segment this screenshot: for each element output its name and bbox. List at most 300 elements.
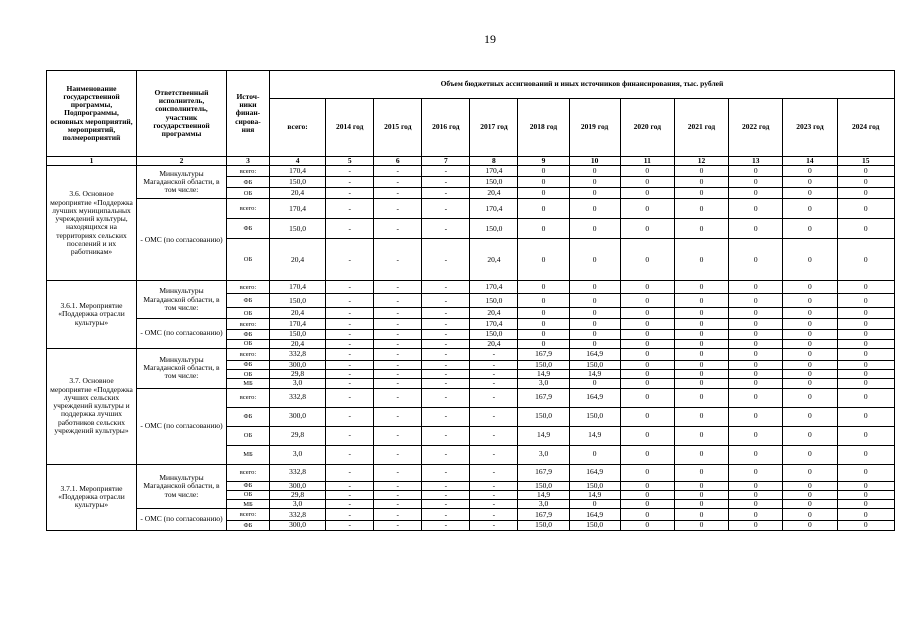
amount-cell: 170,4	[269, 281, 325, 294]
amount-cell: -	[422, 464, 470, 481]
amount-cell: 0	[569, 188, 620, 199]
amount-cell: -	[374, 464, 422, 481]
amount-cell: -	[374, 188, 422, 199]
table-row	[47, 166, 895, 177]
amount-cell: -	[470, 388, 518, 407]
funding-source: МБ	[227, 500, 270, 509]
executor: - ОМС (по согласованию)	[137, 388, 227, 464]
measure-name: 3.7. Основное мероприятие «Поддержка лучших сельских учреждений культуры и поддержка лучших работников сельских учреждений культуры»	[47, 348, 137, 464]
amount-cell: -	[470, 348, 518, 360]
column-number: 6	[374, 157, 422, 166]
amount-cell: 0	[674, 464, 728, 481]
amount-cell: 0	[518, 177, 569, 188]
amount-cell: 0	[674, 308, 728, 319]
amount-cell: 0	[620, 339, 674, 348]
amount-cell: 0	[518, 281, 569, 294]
amount-cell: -	[422, 239, 470, 281]
amount-cell: 332,8	[269, 509, 325, 521]
amount-cell: 0	[783, 490, 837, 499]
table-row	[47, 319, 895, 330]
amount-cell: 0	[620, 426, 674, 445]
amount-cell: 0	[569, 281, 620, 294]
column-number: 13	[729, 157, 783, 166]
amount-cell: 0	[674, 281, 728, 294]
amount-cell: -	[326, 388, 374, 407]
header-year: 2023 год	[783, 99, 837, 157]
amount-cell: -	[326, 281, 374, 294]
amount-cell: 150,0	[518, 360, 569, 369]
amount-cell: 164,9	[569, 464, 620, 481]
column-number: 10	[569, 157, 620, 166]
amount-cell: 0	[783, 281, 837, 294]
amount-cell: 0	[569, 500, 620, 509]
amount-cell: -	[326, 219, 374, 239]
amount-cell: 20,4	[470, 239, 518, 281]
amount-cell: -	[422, 360, 470, 369]
amount-cell: 0	[518, 294, 569, 308]
amount-cell: 0	[837, 339, 894, 348]
amount-cell: 14,9	[569, 370, 620, 379]
amount-cell: -	[422, 177, 470, 188]
amount-cell: 164,9	[569, 388, 620, 407]
amount-cell: 170,4	[470, 319, 518, 330]
amount-cell: 167,9	[518, 388, 569, 407]
amount-cell: 0	[837, 481, 894, 490]
funding-source: ОБ	[227, 426, 270, 445]
amount-cell: -	[326, 294, 374, 308]
amount-cell: 29,8	[269, 490, 325, 499]
amount-cell: 0	[783, 294, 837, 308]
amount-cell: 0	[620, 199, 674, 219]
amount-cell: 0	[620, 521, 674, 530]
amount-cell: -	[326, 188, 374, 199]
amount-cell: 150,0	[470, 219, 518, 239]
amount-cell: 0	[837, 330, 894, 339]
amount-cell: 0	[674, 521, 728, 530]
amount-cell: 0	[837, 239, 894, 281]
amount-cell: 0	[783, 360, 837, 369]
executor: - ОМС (по согласованию)	[137, 319, 227, 349]
amount-cell: -	[326, 308, 374, 319]
amount-cell: 0	[783, 166, 837, 177]
column-number: 3	[227, 157, 270, 166]
amount-cell: 0	[518, 330, 569, 339]
amount-cell: -	[326, 339, 374, 348]
amount-cell: 164,9	[569, 348, 620, 360]
amount-cell: 0	[569, 330, 620, 339]
amount-cell: 0	[674, 445, 728, 464]
amount-cell: 0	[674, 239, 728, 281]
amount-cell: 167,9	[518, 348, 569, 360]
amount-cell: 0	[674, 509, 728, 521]
funding-source: ОБ	[227, 490, 270, 499]
funding-source: ОБ	[227, 239, 270, 281]
header-year: 2021 год	[674, 99, 728, 157]
column-number: 5	[326, 157, 374, 166]
amount-cell: 150,0	[569, 481, 620, 490]
amount-cell: 0	[783, 199, 837, 219]
amount-cell: 0	[620, 509, 674, 521]
amount-cell: 0	[620, 464, 674, 481]
amount-cell: 170,4	[269, 319, 325, 330]
amount-cell: -	[374, 239, 422, 281]
amount-cell: 0	[674, 370, 728, 379]
amount-cell: -	[470, 509, 518, 521]
funding-source: всего:	[227, 509, 270, 521]
table-row	[47, 509, 895, 521]
amount-cell: 300,0	[269, 407, 325, 426]
header-year: 2022 год	[729, 99, 783, 157]
header-year: 2015 год	[374, 99, 422, 157]
amount-cell: -	[422, 490, 470, 499]
header-year: 2016 год	[422, 99, 470, 157]
amount-cell: 0	[729, 426, 783, 445]
amount-cell: 0	[620, 308, 674, 319]
amount-cell: 332,8	[269, 388, 325, 407]
amount-cell: -	[470, 426, 518, 445]
table-row	[47, 281, 895, 294]
amount-cell: 0	[783, 426, 837, 445]
table-row	[47, 348, 895, 360]
amount-cell: 150,0	[269, 177, 325, 188]
amount-cell: 0	[569, 199, 620, 219]
amount-cell: -	[422, 166, 470, 177]
amount-cell: -	[470, 379, 518, 388]
amount-cell: 0	[620, 370, 674, 379]
amount-cell: -	[422, 339, 470, 348]
measure-name: 3.6. Основное мероприятие «Поддержка лучших муниципальных учреждений культуры, находящихся на территориях сельских поселений и их работникам»	[47, 166, 137, 281]
amount-cell: -	[422, 348, 470, 360]
amount-cell: 29,8	[269, 426, 325, 445]
amount-cell: 0	[783, 407, 837, 426]
amount-cell: 0	[729, 239, 783, 281]
column-number: 4	[269, 157, 325, 166]
amount-cell: 150,0	[269, 330, 325, 339]
amount-cell: 0	[783, 239, 837, 281]
amount-cell: -	[422, 199, 470, 219]
amount-cell: -	[422, 426, 470, 445]
amount-cell: -	[326, 319, 374, 330]
amount-cell: 0	[783, 177, 837, 188]
funding-source: ОБ	[227, 339, 270, 348]
amount-cell: -	[326, 360, 374, 369]
amount-cell: -	[374, 166, 422, 177]
amount-cell: 0	[837, 281, 894, 294]
amount-cell: 0	[783, 481, 837, 490]
amount-cell: 0	[518, 219, 569, 239]
amount-cell: -	[326, 348, 374, 360]
funding-source: ФБ	[227, 294, 270, 308]
amount-cell: 0	[783, 330, 837, 339]
table-row	[47, 199, 895, 219]
funding-source: ФБ	[227, 360, 270, 369]
measure-name: 3.6.1. Мероприятие «Поддержка отрасли культуры»	[47, 281, 137, 349]
amount-cell: 0	[729, 490, 783, 499]
amount-cell: 3,0	[269, 379, 325, 388]
amount-cell: -	[374, 330, 422, 339]
amount-cell: 0	[620, 348, 674, 360]
amount-cell: -	[422, 219, 470, 239]
amount-cell: 0	[674, 177, 728, 188]
amount-cell: 0	[837, 370, 894, 379]
amount-cell: 0	[729, 281, 783, 294]
amount-cell: 14,9	[518, 490, 569, 499]
amount-cell: 0	[518, 319, 569, 330]
amount-cell: 3,0	[518, 500, 569, 509]
amount-cell: -	[374, 360, 422, 369]
amount-cell: -	[470, 481, 518, 490]
amount-cell: 0	[620, 445, 674, 464]
amount-cell: 0	[837, 445, 894, 464]
amount-cell: -	[374, 521, 422, 530]
amount-cell: 0	[569, 319, 620, 330]
amount-cell: 0	[674, 330, 728, 339]
amount-cell: -	[470, 464, 518, 481]
amount-cell: 0	[783, 370, 837, 379]
amount-cell: 150,0	[518, 481, 569, 490]
amount-cell: 0	[674, 481, 728, 490]
amount-cell: 0	[674, 379, 728, 388]
funding-source: всего:	[227, 348, 270, 360]
amount-cell: -	[422, 330, 470, 339]
amount-cell: 0	[729, 308, 783, 319]
funding-source: всего:	[227, 281, 270, 294]
executor: Минкультуры Магаданской области, в том числе:	[137, 166, 227, 199]
amount-cell: 3,0	[518, 445, 569, 464]
amount-cell: 20,4	[470, 339, 518, 348]
column-number: 1	[47, 157, 137, 166]
amount-cell: -	[374, 281, 422, 294]
amount-cell: 170,4	[269, 199, 325, 219]
amount-cell: 0	[518, 188, 569, 199]
executor: - ОМС (по согласованию)	[137, 509, 227, 530]
amount-cell: 0	[620, 330, 674, 339]
column-number: 8	[470, 157, 518, 166]
amount-cell: 0	[837, 490, 894, 499]
table-row	[47, 388, 895, 407]
amount-cell: 0	[674, 166, 728, 177]
amount-cell: 0	[569, 445, 620, 464]
amount-cell: 0	[674, 360, 728, 369]
column-number: 9	[518, 157, 569, 166]
amount-cell: 0	[729, 319, 783, 330]
amount-cell: 0	[674, 319, 728, 330]
amount-cell: 0	[837, 219, 894, 239]
column-number: 7	[422, 157, 470, 166]
funding-source: ФБ	[227, 219, 270, 239]
amount-cell: 0	[620, 188, 674, 199]
amount-cell: 0	[837, 308, 894, 319]
amount-cell: -	[326, 379, 374, 388]
amount-cell: 0	[569, 339, 620, 348]
amount-cell: 150,0	[470, 177, 518, 188]
executor: - ОМС (по согласованию)	[137, 199, 227, 281]
column-number: 11	[620, 157, 674, 166]
amount-cell: -	[470, 360, 518, 369]
amount-cell: -	[374, 426, 422, 445]
page-number: 19	[484, 32, 496, 46]
amount-cell: 0	[783, 319, 837, 330]
amount-cell: 0	[674, 348, 728, 360]
amount-cell: 0	[620, 239, 674, 281]
amount-cell: 0	[783, 445, 837, 464]
amount-cell: 0	[729, 166, 783, 177]
amount-cell: 0	[729, 388, 783, 407]
amount-cell: -	[422, 445, 470, 464]
amount-cell: 150,0	[269, 294, 325, 308]
amount-cell: -	[422, 509, 470, 521]
amount-cell: 3,0	[269, 445, 325, 464]
amount-cell: -	[326, 330, 374, 339]
amount-cell: 0	[674, 426, 728, 445]
amount-cell: 0	[729, 199, 783, 219]
amount-cell: 0	[837, 500, 894, 509]
funding-source: ОБ	[227, 308, 270, 319]
amount-cell: 0	[783, 308, 837, 319]
funding-source: ФБ	[227, 177, 270, 188]
funding-source: всего:	[227, 388, 270, 407]
amount-cell: 0	[620, 379, 674, 388]
amount-cell: 29,8	[269, 370, 325, 379]
amount-cell: 0	[729, 219, 783, 239]
amount-cell: 0	[569, 308, 620, 319]
amount-cell: 150,0	[569, 521, 620, 530]
executor: Минкультуры Магаданской области, в том числе:	[137, 281, 227, 319]
amount-cell: -	[422, 407, 470, 426]
amount-cell: 20,4	[470, 308, 518, 319]
amount-cell: 0	[518, 199, 569, 219]
table-row	[47, 464, 895, 481]
amount-cell: -	[374, 339, 422, 348]
funding-source: МБ	[227, 379, 270, 388]
amount-cell: -	[422, 521, 470, 530]
amount-cell: 164,9	[569, 509, 620, 521]
amount-cell: 0	[837, 388, 894, 407]
header-year: 2017 год	[470, 99, 518, 157]
amount-cell: 0	[729, 348, 783, 360]
amount-cell: -	[470, 407, 518, 426]
amount-cell: 0	[729, 509, 783, 521]
funding-source: ОБ	[227, 370, 270, 379]
amount-cell: 0	[569, 219, 620, 239]
column-number: 15	[837, 157, 894, 166]
funding-source: ФБ	[227, 330, 270, 339]
amount-cell: 0	[674, 188, 728, 199]
funding-source: ФБ	[227, 481, 270, 490]
funding-source: ФБ	[227, 521, 270, 530]
amount-cell: 0	[729, 500, 783, 509]
amount-cell: 0	[620, 281, 674, 294]
amount-cell: 0	[837, 348, 894, 360]
amount-cell: 332,8	[269, 464, 325, 481]
amount-cell: 0	[783, 339, 837, 348]
amount-cell: 0	[620, 219, 674, 239]
amount-cell: 0	[569, 379, 620, 388]
amount-cell: 0	[620, 388, 674, 407]
amount-cell: 0	[569, 166, 620, 177]
amount-cell: 0	[569, 177, 620, 188]
amount-cell: -	[326, 509, 374, 521]
amount-cell: 0	[837, 379, 894, 388]
amount-cell: 0	[674, 388, 728, 407]
measure-name: 3.7.1. Мероприятие «Поддержка отрасли культуры»	[47, 464, 137, 530]
amount-cell: 0	[837, 407, 894, 426]
amount-cell: 0	[518, 166, 569, 177]
column-numbers-row	[47, 157, 895, 166]
amount-cell: 14,9	[569, 490, 620, 499]
header-year: 2019 год	[569, 99, 620, 157]
amount-cell: -	[470, 370, 518, 379]
amount-cell: -	[422, 370, 470, 379]
amount-cell: 0	[674, 339, 728, 348]
amount-cell: 0	[729, 481, 783, 490]
amount-cell: -	[374, 319, 422, 330]
executor: Минкультуры Магаданской области, в том числе:	[137, 348, 227, 388]
amount-cell: 0	[569, 294, 620, 308]
amount-cell: -	[374, 219, 422, 239]
amount-cell: 0	[729, 177, 783, 188]
amount-cell: -	[326, 464, 374, 481]
amount-cell: -	[374, 481, 422, 490]
amount-cell: -	[326, 199, 374, 219]
funding-source: ОБ	[227, 188, 270, 199]
amount-cell: 0	[729, 521, 783, 530]
header-year: 2014 год	[326, 99, 374, 157]
amount-cell: -	[374, 445, 422, 464]
header-source: Источ-ники финан-сирова-ния	[227, 71, 270, 157]
funding-source: МБ	[227, 445, 270, 464]
amount-cell: 14,9	[518, 370, 569, 379]
amount-cell: -	[374, 500, 422, 509]
column-number: 2	[137, 157, 227, 166]
budget-table	[46, 70, 895, 531]
amount-cell: -	[470, 500, 518, 509]
amount-cell: 0	[837, 426, 894, 445]
amount-cell: 0	[783, 509, 837, 521]
amount-cell: 0	[783, 379, 837, 388]
amount-cell: 0	[729, 330, 783, 339]
amount-cell: 0	[837, 521, 894, 530]
amount-cell: 300,0	[269, 481, 325, 490]
amount-cell: -	[326, 407, 374, 426]
amount-cell: -	[422, 281, 470, 294]
amount-cell: 170,4	[269, 166, 325, 177]
amount-cell: 3,0	[518, 379, 569, 388]
amount-cell: 300,0	[269, 521, 325, 530]
amount-cell: 0	[620, 294, 674, 308]
amount-cell: -	[422, 500, 470, 509]
amount-cell: 300,0	[269, 360, 325, 369]
amount-cell: 0	[674, 490, 728, 499]
amount-cell: 14,9	[518, 426, 569, 445]
amount-cell: 0	[837, 166, 894, 177]
amount-cell: 0	[783, 464, 837, 481]
amount-cell: -	[374, 177, 422, 188]
amount-cell: 0	[729, 360, 783, 369]
amount-cell: 0	[620, 319, 674, 330]
amount-cell: -	[374, 407, 422, 426]
header-year: 2018 год	[518, 99, 569, 157]
amount-cell: 0	[674, 407, 728, 426]
amount-cell: 0	[620, 407, 674, 426]
column-number: 14	[783, 157, 837, 166]
amount-cell: -	[326, 521, 374, 530]
amount-cell: 0	[620, 166, 674, 177]
amount-cell: 0	[674, 500, 728, 509]
amount-cell: -	[326, 490, 374, 499]
amount-cell: 0	[729, 370, 783, 379]
amount-cell: 0	[783, 348, 837, 360]
